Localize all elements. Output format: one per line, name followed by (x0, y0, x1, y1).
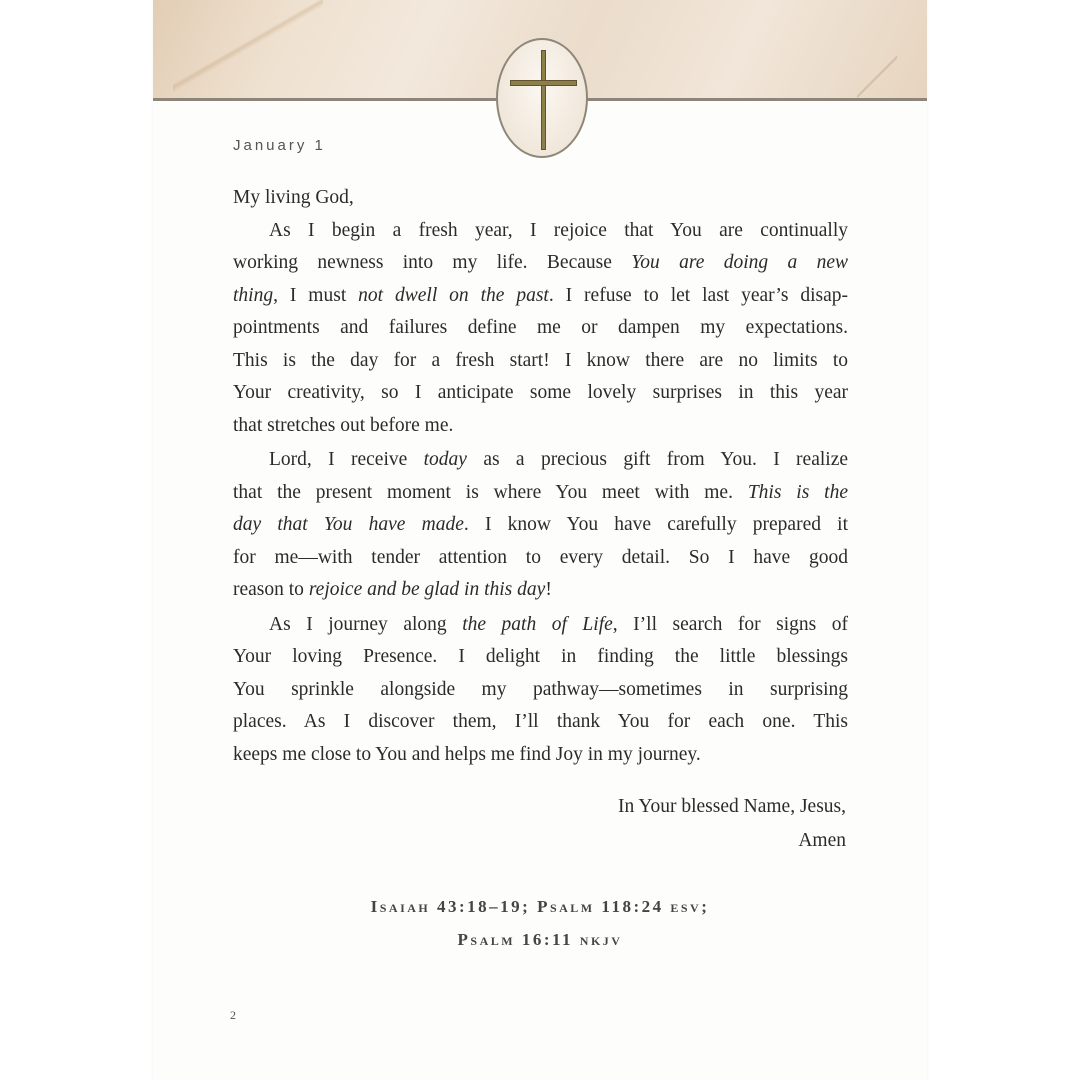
text-segment: Your creativity, so I anticipate some lovely surprises in this year (233, 382, 848, 403)
text-line (233, 542, 848, 575)
italic-scripture-text: day that You have made (233, 514, 464, 535)
text-line (233, 247, 848, 280)
text-line (233, 477, 848, 510)
page-number: 2 (230, 1008, 236, 1022)
text-line (233, 377, 848, 410)
text-line (233, 509, 848, 542)
italic-scripture-text: You are doing a new (631, 252, 849, 273)
text-segment: This is the day for a fresh start! I know there are no limits to (233, 349, 848, 371)
text-line (233, 574, 848, 607)
text-segment: keeps me close to You and helps me find Joy in my journey. (233, 743, 701, 765)
text-line (233, 641, 848, 674)
italic-scripture-text: today (423, 449, 467, 470)
reference-line: Isaiah 43:18–19; Psalm 118:24 esv; (370, 897, 710, 916)
closing-line: In Your blessed Name, Jesus, (617, 796, 846, 817)
text-segment: Lord, I receive (269, 449, 424, 470)
reference-line: Psalm 16:11 nkjv (457, 930, 623, 949)
italic-scripture-text: thing (233, 284, 274, 306)
text-segment: pointments and failures define me or dampen my expectations. (233, 317, 848, 338)
text-segment: , I’ll search for signs of (612, 613, 849, 635)
text-segment: . I know You have carefully prepared it (463, 514, 849, 535)
text-segment: that the present moment is where You meet with me. (233, 481, 748, 503)
devotional-body (233, 182, 848, 771)
text-segment: that stretches out before me. (233, 414, 454, 436)
paragraph (233, 609, 848, 772)
text-line (233, 609, 848, 642)
text-segment: for me—with tender attention to every detail. So I have good (233, 546, 848, 568)
text-segment: as a precious gift from You. I realize (466, 449, 848, 470)
text-segment: places. As I discover them, I’ll thank You for each one. This (233, 711, 848, 732)
text-line (233, 444, 848, 477)
text-line (233, 739, 848, 772)
text-line (233, 280, 848, 313)
scripture-references (153, 890, 927, 956)
cross-horizontal-bar (510, 80, 577, 86)
cross-icon (496, 38, 588, 158)
text-line (233, 706, 848, 739)
paragraph (233, 444, 848, 607)
italic-scripture-text: not dwell on the past (358, 284, 549, 306)
text-line (233, 215, 848, 248)
text-segment: ! (545, 579, 552, 600)
italic-scripture-text: the path of Life (462, 613, 613, 635)
text-line (233, 674, 848, 707)
paragraph (233, 215, 848, 443)
text-segment: Your loving Presence. I delight in finding the little blessings (233, 646, 848, 667)
text-line (233, 410, 848, 443)
salutation: My living God, (233, 187, 354, 208)
closing (618, 790, 846, 858)
text-line (233, 345, 848, 378)
text-segment: You sprinkle alongside my pathway—sometimes in surprising (233, 678, 848, 700)
text-segment: As I begin a fresh year, I rejoice that You are continually (269, 219, 848, 241)
entry-date: January 1 (233, 137, 326, 154)
italic-scripture-text: rejoice and be glad in this day (308, 579, 546, 600)
cross-vertical-bar (541, 50, 546, 150)
text-segment: As I journey along (269, 613, 463, 635)
text-line (233, 312, 848, 345)
text-segment: reason to (233, 579, 309, 600)
text-segment: working newness into my life. Because (233, 252, 632, 273)
text-segment: , I must (273, 284, 359, 306)
italic-scripture-text: This is the (747, 481, 849, 503)
closing-amen: Amen (798, 830, 846, 851)
text-segment: . I refuse to let last year’s disap- (548, 284, 848, 306)
